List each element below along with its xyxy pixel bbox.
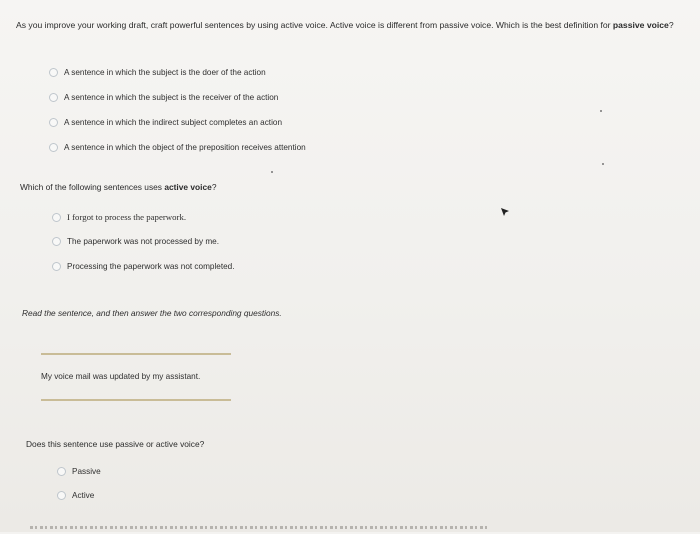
question-2-prompt-bold: active voice: [164, 182, 212, 192]
mouse-cursor-icon: [500, 207, 510, 217]
question-3-option-passive[interactable]: [57, 467, 101, 476]
option-label: Processing the paperwork was not completed.: [67, 262, 235, 271]
option-label: A sentence in which the subject is the receiver of the action: [64, 93, 279, 102]
question-1-prompt-bold: passive voice: [612, 20, 669, 30]
question-2-option-2[interactable]: [52, 237, 219, 246]
divider-bottom: [41, 399, 231, 401]
radio-button[interactable]: [52, 237, 61, 246]
screen-speck: [602, 163, 604, 165]
radio-button[interactable]: [49, 93, 58, 102]
option-label: Passive: [72, 467, 101, 476]
question-1-prompt: [16, 17, 676, 34]
radio-button[interactable]: [57, 491, 66, 500]
passage-instruction: Read the sentence, and then answer the two corresponding questions.: [22, 308, 282, 318]
radio-button[interactable]: [49, 143, 58, 152]
question-1-prompt-text: As you improve your working draft, craft powerful sentences by using active voice. Active voice is different from passive voice. Which is the best definition for: [16, 20, 613, 30]
question-2-prompt: [20, 182, 217, 192]
option-label: A sentence in which the subject is the doer of the action: [64, 68, 266, 77]
question-2-prompt-text: Which of the following sentences uses: [20, 182, 165, 192]
question-1-option-3[interactable]: [49, 118, 282, 127]
radio-button[interactable]: [52, 262, 61, 271]
option-label: The paperwork was not processed by me.: [67, 237, 219, 246]
option-label: A sentence in which the object of the preposition receives attention: [64, 143, 306, 152]
screen-speck: [271, 171, 273, 173]
question-1-option-1[interactable]: [49, 68, 266, 77]
question-2-option-1[interactable]: [52, 212, 186, 222]
radio-button[interactable]: [57, 467, 66, 476]
question-1-option-4[interactable]: [49, 143, 306, 152]
radio-button[interactable]: [52, 213, 61, 222]
radio-button[interactable]: [49, 118, 58, 127]
question-2-prompt-end: ?: [211, 182, 217, 192]
question-1-option-2[interactable]: [49, 93, 278, 102]
option-label: I forgot to process the paperwork.: [67, 212, 187, 222]
question-1-prompt-end: ?: [668, 20, 674, 30]
option-label: Active: [72, 491, 95, 500]
divider-top: [41, 353, 231, 355]
question-2-option-3[interactable]: [52, 262, 234, 271]
question-3-option-active[interactable]: [57, 491, 94, 500]
screen-speck: [600, 110, 602, 112]
cut-off-next-question: [30, 524, 490, 534]
option-label: A sentence in which the indirect subject completes an action: [64, 118, 283, 127]
radio-button[interactable]: [49, 68, 58, 77]
question-3-prompt: Does this sentence use passive or active voice?: [26, 439, 205, 449]
passage-sentence: My voice mail was updated by my assistant.: [41, 372, 201, 381]
